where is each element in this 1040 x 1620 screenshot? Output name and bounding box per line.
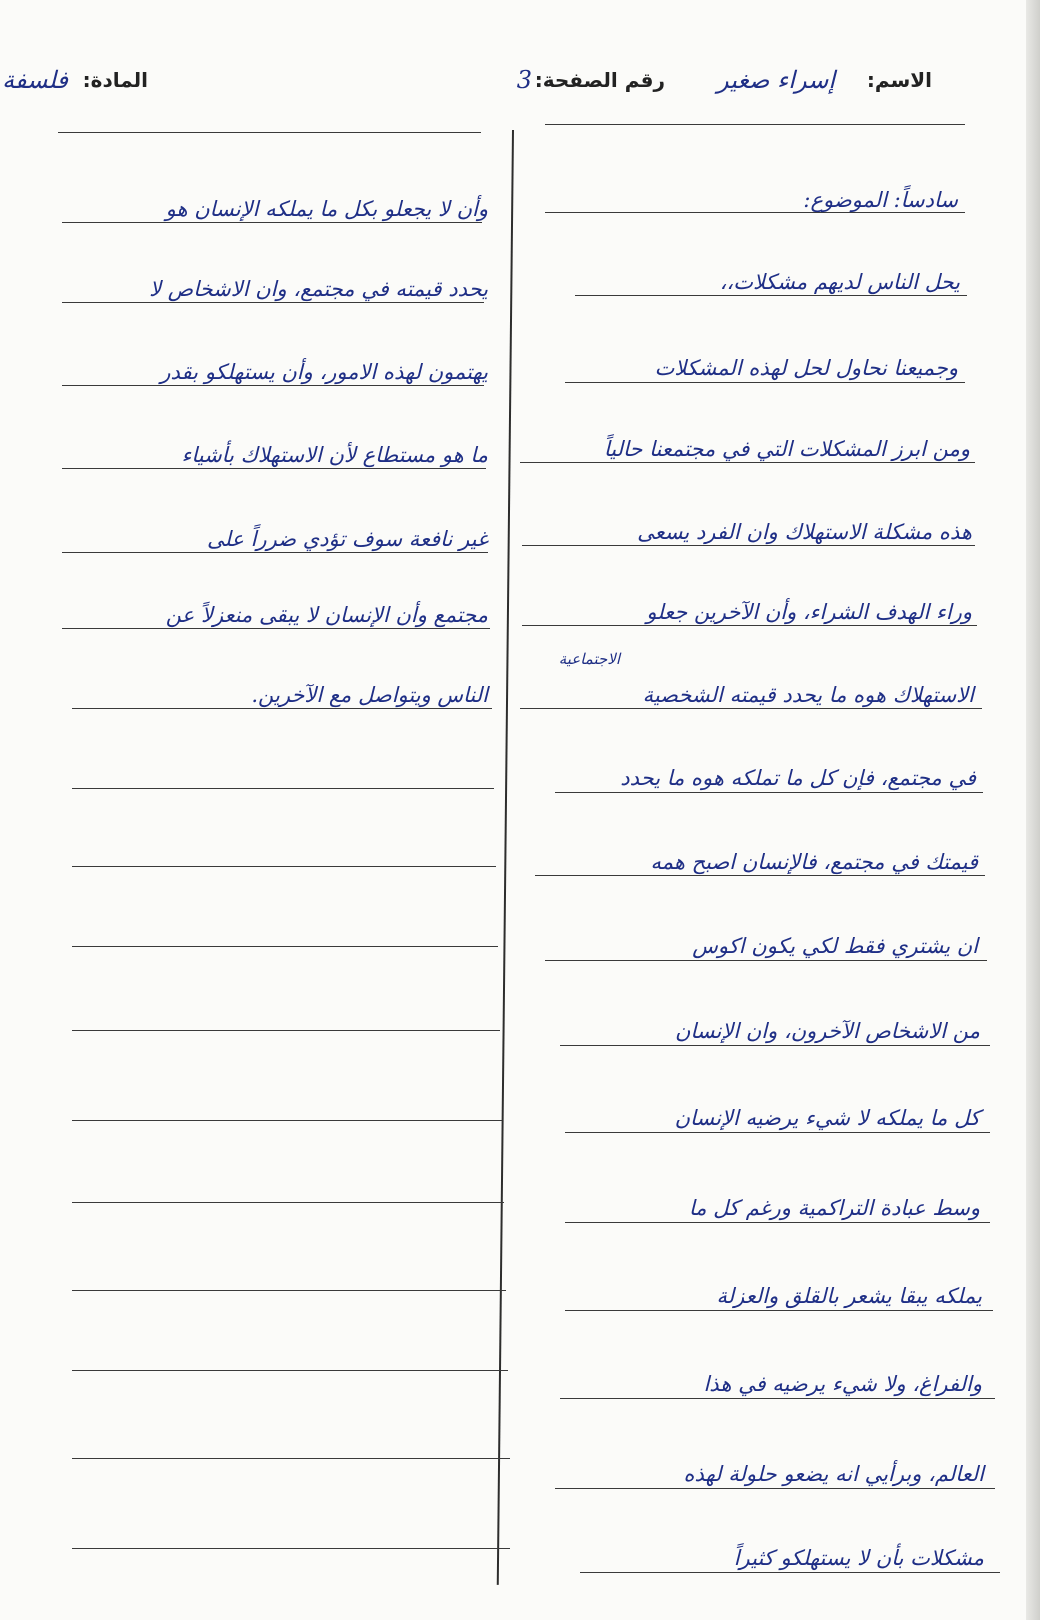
handwritten-line: من الاشخاص الآخرون، وان الإنسان	[674, 1019, 980, 1043]
handwritten-line: ومن ابرز المشكلات التي في مجتمعنا حالياً	[603, 437, 970, 461]
handwritten-line: وسط عبادة التراكمية ورغم كل ما	[688, 1196, 980, 1220]
ruled-line	[565, 382, 965, 383]
ruled-line	[520, 462, 975, 463]
ruled-line	[555, 1488, 995, 1489]
handwritten-line: يحل الناس لديهم مشكلات،،	[719, 270, 960, 294]
ruled-line	[72, 1030, 500, 1031]
column-divider	[497, 130, 514, 1585]
ruled-line	[62, 385, 484, 386]
handwritten-line: يحدد قيمته في مجتمع، وان الاشخاص لا	[149, 277, 488, 301]
handwritten-line: وراء الهدف الشراء، وأن الآخرين جعلو	[646, 600, 972, 624]
ruled-line	[62, 302, 484, 303]
ruled-line	[72, 1202, 504, 1203]
handwritten-line: ما هو مستطاع لأن الاستهلاك بأشياء	[181, 443, 488, 467]
ruled-line	[535, 875, 985, 876]
ruled-line	[560, 1398, 995, 1399]
handwritten-line: العالم، وبرأيي انه يضعو حلولة لهذه	[683, 1462, 984, 1486]
ruled-line	[72, 1290, 506, 1291]
name-value: إسراء صغير	[716, 66, 835, 94]
page-number-value: 3	[516, 66, 532, 94]
ruled-line	[62, 552, 488, 553]
page-edge-shadow	[1026, 0, 1040, 1620]
handwritten-line: سادساً: الموضوع:	[803, 188, 958, 212]
handwritten-line: يملكه يبقا يشعر بالقلق والعزلة	[716, 1284, 982, 1308]
header-rule-left	[58, 132, 481, 133]
handwritten-line: وأن لا يجعلو بكل ما يملكه الإنسان هو	[165, 197, 488, 221]
handwritten-line: مجتمع وأن الإنسان لا يبقى منعزلاً عن	[165, 603, 488, 627]
ruled-line	[62, 628, 490, 629]
ruled-line	[520, 708, 982, 709]
handwritten-line: كل ما يملكه لا شيء يرضيه الإنسان	[674, 1106, 980, 1130]
ruled-line	[560, 1045, 990, 1046]
ruled-line	[565, 1310, 993, 1311]
handwritten-line: في مجتمع، فإن كل ما تملكه هوه ما يحدد	[620, 766, 976, 790]
handwritten-line: هذه مشكلة الاستهلاك وان الفرد يسعى	[637, 520, 972, 544]
subject-value: فلسفة	[2, 66, 68, 94]
ruled-line	[62, 468, 486, 469]
header-rule-right	[545, 124, 965, 125]
ruled-line	[565, 1222, 990, 1223]
handwritten-line: وجميعنا نحاول لحل لهذه المشكلات	[654, 356, 958, 380]
ruled-line	[62, 222, 482, 223]
ruled-line	[565, 1132, 990, 1133]
handwritten-line: الناس ويتواصل مع الآخرين.	[251, 683, 488, 707]
handwritten-line: والفراغ، ولا شيء يرضيه في هذا	[703, 1372, 982, 1396]
ruled-line	[72, 946, 498, 947]
ruled-line	[72, 1370, 508, 1371]
handwritten-line: يهتمون لهذه الامور، وأن يستهلكو بقدر	[160, 360, 488, 384]
ruled-line	[545, 960, 987, 961]
ruled-line	[522, 625, 977, 626]
page-number-label: رقم الصفحة:	[534, 68, 665, 92]
ruled-line	[522, 545, 975, 546]
handwritten-line: غير نافعة سوف تؤدي ضرراً على	[206, 527, 488, 551]
handwritten-line: الاستهلاك هوه ما يحدد قيمته الشخصية	[642, 683, 974, 707]
correction-above: الاجتماعية	[558, 650, 620, 668]
ruled-line	[72, 866, 496, 867]
handwritten-line: مشكلات بأن لا يستهلكو كثيراً	[733, 1546, 984, 1570]
subject-label: المادة:	[82, 68, 148, 92]
ruled-line	[72, 1458, 510, 1459]
handwritten-line: ان يشتري فقط لكي يكون اكوس	[692, 934, 978, 958]
ruled-line	[555, 792, 983, 793]
name-label: الاسم:	[866, 68, 932, 92]
handwritten-line: قيمتك في مجتمع، فالإنسان اصبح همه	[650, 850, 978, 874]
ruled-line	[545, 212, 965, 213]
ruled-line	[575, 295, 967, 296]
ruled-line	[580, 1572, 1000, 1573]
ruled-line	[72, 708, 492, 709]
ruled-line	[72, 1120, 502, 1121]
ruled-line	[72, 788, 494, 789]
ruled-line	[72, 1548, 510, 1549]
